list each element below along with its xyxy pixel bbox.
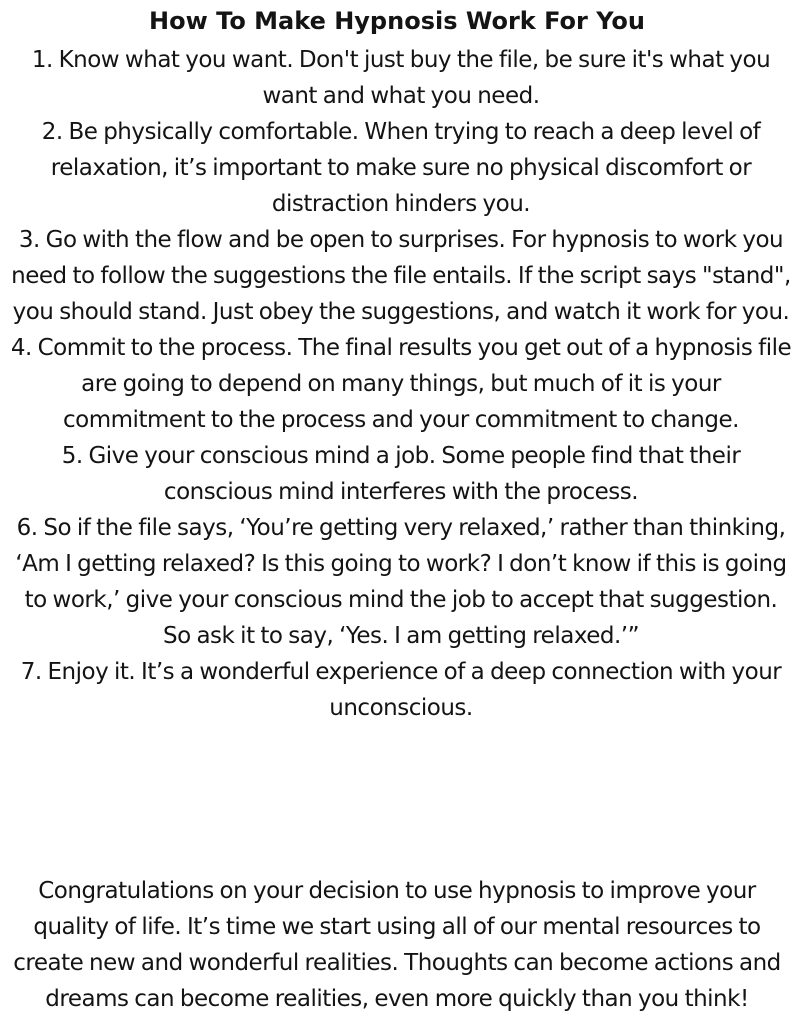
list-item <box>10 114 792 222</box>
item-text: Go with the flow and be open to surprises. For hypnosis to work you need to follow the suggestions the file entails. If the script says "stand", you should stand. Just obey the suggestions, and watch it work for you. <box>11 227 791 325</box>
item-number: 3. <box>18 227 40 253</box>
closing-paragraph: Congratulations on your decision to use hypnosis to improve your quality of life. It’s time we start using all of our mental resources to create new and wonderful realities. Thoughts can become actions and dreams can become realities, even more quickly than you think! <box>13 878 781 1012</box>
item-number: 1. <box>31 47 53 73</box>
list-item <box>10 654 792 726</box>
list-item <box>10 42 792 114</box>
list-item <box>10 510 792 654</box>
item-number: 6. <box>16 515 38 541</box>
tips-list <box>10 42 792 726</box>
item-text: Know what you want. Don't just buy the file, be sure it's what you want and what you need. <box>58 47 771 109</box>
list-item <box>10 330 792 438</box>
item-text: Be physically comfortable. When trying to reach a deep level of relaxation, it’s important to make sure no physical discomfort or distraction hinders you. <box>50 119 761 217</box>
list-item <box>10 222 792 330</box>
item-text: Commit to the process. The final results you get out of a hypnosis file are going to depend on many things, but much of it is your commitment to the process and your commitment to change. <box>37 335 792 433</box>
item-text: Enjoy it. It’s a wonderful experience of a deep connection with your unconscious. <box>47 659 782 721</box>
page-title: How To Make Hypnosis Work For You <box>149 7 645 35</box>
item-number: 4. <box>10 335 32 361</box>
list-item <box>10 438 792 510</box>
item-number: 7. <box>20 659 42 685</box>
item-text: So if the file says, ‘You’re getting very relaxed,’ rather than thinking, ‘Am I getting relaxed? Is this going to work? I don’t know if this is going to work,’ give your conscious mind the job to accept that suggestion. So ask it to say, ‘Yes. I am getting relaxed.’” <box>15 515 787 649</box>
item-text: Give your conscious mind a job. Some people find that their conscious mind interferes with the process. <box>88 443 741 505</box>
item-number: 2. <box>41 119 63 145</box>
item-number: 5. <box>61 443 83 469</box>
